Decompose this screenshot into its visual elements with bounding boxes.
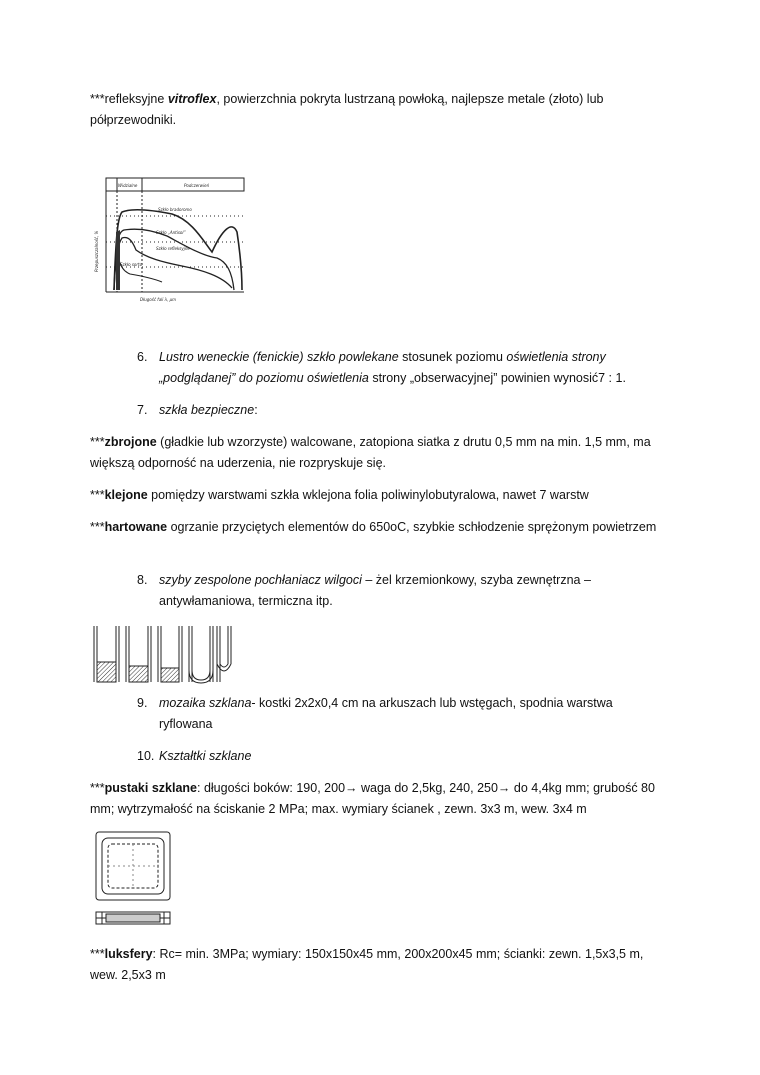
- pustaki-paragraph: ***pustaki szklane: długości boków: 190, 200→ waga do 2,5kg, 240, 250→ do 4,4kg mm; grubość 80 mm; wytrzymałość na ściskanie 2 MPa; max. wymiary ścianek , zewn. 3x3 m, wew. 3x4 m: [90, 781, 655, 816]
- x-axis-label: Długość fali λ, μm: [140, 297, 177, 302]
- curve-label-1: Szkło bradoromo: [158, 207, 192, 212]
- list-item-6: 6. Lustro weneckie (fenickie) szkło powlekane stosunek poziomu oświetlenia strony „podglądanej” do poziomu oświetlenia strony „obserwacyjnej” powinien wynosić7 : 1.: [137, 350, 626, 385]
- luksfery-paragraph: ***luksfery: Rc= min. 3MPa; wymiary: 150x150x45 mm, 200x200x45 mm; ścianki: zewn. 1,5x3,5 m, wew. 2,5x3 m: [90, 947, 644, 982]
- list-item-9: 9. mozaika szklana- kostki 2x2x0,4 cm na arkuszach lub wstęgach, spodnia warstwa ryflowana: [137, 696, 613, 731]
- zbrojone-paragraph: ***zbrojone (gładkie lub wzorzyste) walcowane, zatopiona siatka z drutu 0,5 mm na min. 1,5 mm, ma większą odporność na uderzenia, nie rozpryskuje się.: [90, 435, 651, 470]
- hartowane-paragraph: ***hartowane ogrzanie przyciętych elementów do 650oC, szybkie schłodzenie sprężonym powietrzem: [90, 520, 657, 534]
- header-ir-label: Podczerwień: [184, 183, 210, 188]
- list-item-8: 8. szyby zespolone pochłaniacz wilgoci – żel krzemionkowy, szyba zewnętrzna – antywłamaniowa, termiczna itp.: [137, 573, 591, 608]
- curve-label-2: Szkło „Antisol”: [156, 230, 186, 235]
- list-item-7: 7. szkła bezpieczne:: [137, 403, 258, 417]
- insulated-glass-profiles: [92, 624, 234, 684]
- vitroflex-paragraph: ***refleksyjne vitroflex, powierzchnia pokryta lustrzaną powłoką, najlepsze metale (złoto) lub półprzewodniki.: [90, 92, 604, 127]
- arrow-icon: →: [497, 781, 511, 795]
- arrow-icon: →: [345, 781, 358, 795]
- y-axis-label: Przepuszczalność, %: [94, 230, 99, 272]
- glass-block-drawing: [92, 830, 178, 930]
- curve-label-3: Szkło refleksyjne: [156, 246, 190, 251]
- klejone-paragraph: ***klejone pomiędzy warstwami szkła wklejona folia poliwinylobutyralowa, nawet 7 warstw: [90, 488, 589, 502]
- header-visible-label: Widzialne: [118, 183, 138, 188]
- list-item-10: 10. Kształtki szklane: [137, 749, 252, 763]
- transmission-chart: [92, 172, 252, 304]
- curve-label-4: Szkło sorto: [120, 262, 143, 267]
